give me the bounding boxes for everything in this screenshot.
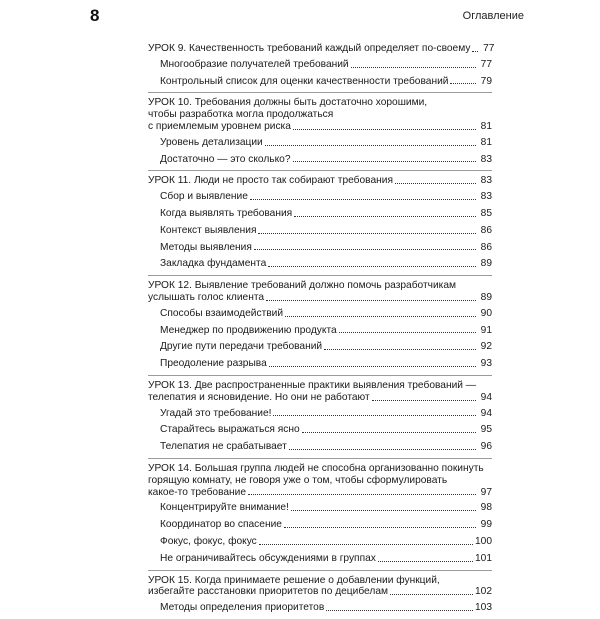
toc-subentry[interactable] xyxy=(148,325,492,337)
subentry-title: Методы определения приоритетов xyxy=(160,602,325,614)
subentry-page-number: 100 xyxy=(475,535,492,547)
lesson-title[interactable] xyxy=(148,175,492,187)
subentry-page-number: 91 xyxy=(480,324,492,336)
subentry-title: Телепатия не срабатывает xyxy=(160,441,287,453)
dot-leader xyxy=(326,610,473,611)
subentry-title: Сбор и выявление xyxy=(160,191,248,203)
lesson-title-line: УРОК 10. Требования должны быть достаточно хорошими, xyxy=(148,97,428,109)
subentry-title: Контекст выявления xyxy=(160,224,257,236)
toc-lesson xyxy=(148,275,492,370)
subentry-page-number: 99 xyxy=(480,519,492,531)
lesson-title-line: чтобы разработка могла продолжаться xyxy=(148,109,334,121)
running-title: Оглавление xyxy=(462,10,524,22)
lesson-page-number: 102 xyxy=(475,586,492,598)
dot-leader xyxy=(248,494,476,495)
toc-subentry[interactable] xyxy=(148,258,492,270)
lesson-title-row xyxy=(148,487,492,499)
lesson-page-number: 97 xyxy=(480,486,492,498)
subentry-title: Закладка фундамента xyxy=(160,258,267,270)
subentry-page-number: 86 xyxy=(480,241,492,253)
dot-leader xyxy=(395,183,476,184)
dot-leader xyxy=(269,366,476,367)
toc-subentry[interactable] xyxy=(148,308,492,320)
dot-leader xyxy=(450,83,476,84)
subentry-title: Концентрируйте внимание! xyxy=(160,502,289,514)
lesson-title-line: избегайте расстановки приоритетов по децибелам xyxy=(148,586,388,598)
lesson-title[interactable] xyxy=(148,43,495,55)
subentry-page-number: 83 xyxy=(480,153,492,165)
dot-leader xyxy=(390,594,473,595)
lesson-title-line: УРОК 12. Выявление требований должно помочь разработчикам xyxy=(148,280,456,292)
subentry-title: Контрольный список для оценки качественности требований xyxy=(160,75,449,87)
subentry-title: Преодоление разрыва xyxy=(160,358,267,370)
subentry-title: Фокус, фокус, фокус xyxy=(160,535,257,547)
lesson-title-line: телепатия и ясновидение. Но они не работают xyxy=(148,391,370,403)
subentry-title: Старайтесь выражаться ясно xyxy=(160,424,300,436)
toc-subentry[interactable] xyxy=(148,519,492,531)
lesson-title[interactable] xyxy=(148,280,492,304)
subentry-title: Когда выявлять требования xyxy=(160,207,293,219)
subentry-page-number: 96 xyxy=(480,441,492,453)
toc-subentry[interactable] xyxy=(148,154,492,166)
subentry-title: Другие пути передачи требований xyxy=(160,341,323,353)
subentry-title: Менеджер по продвижению продукта xyxy=(160,324,337,336)
subentry-title: Многообразие получателей требований xyxy=(160,58,349,70)
toc-lesson xyxy=(148,92,492,165)
toc-subentry[interactable] xyxy=(148,59,492,71)
subentry-page-number: 103 xyxy=(475,602,492,614)
subentry-page-number: 85 xyxy=(480,207,492,219)
lesson-title-line: УРОК 11. Люди не просто так собирают требования xyxy=(148,175,393,187)
toc-lesson xyxy=(148,458,492,565)
dot-leader xyxy=(293,129,476,130)
subentry-title: Уровень детализации xyxy=(160,136,263,148)
subentry-page-number: 79 xyxy=(480,75,492,87)
toc-subentry[interactable] xyxy=(148,502,492,514)
lesson-title-row xyxy=(148,175,492,187)
subentry-page-number: 81 xyxy=(480,136,492,148)
dot-leader xyxy=(268,266,476,267)
dot-leader xyxy=(265,145,476,146)
subentry-page-number: 83 xyxy=(480,191,492,203)
lesson-title-row xyxy=(148,121,492,133)
lesson-page-number: 77 xyxy=(483,43,495,54)
toc-subentry[interactable] xyxy=(148,602,492,614)
subentry-page-number: 77 xyxy=(480,58,492,70)
dot-leader xyxy=(324,349,476,350)
dot-leader xyxy=(291,510,476,511)
subentry-page-number: 89 xyxy=(480,258,492,270)
lesson-title[interactable] xyxy=(148,97,492,132)
subentry-page-number: 101 xyxy=(475,552,492,564)
subentry-page-number: 95 xyxy=(480,424,492,436)
toc-subentry[interactable] xyxy=(148,225,492,237)
toc-subentry[interactable] xyxy=(148,208,492,220)
subentry-title: Не ограничивайтесь обсуждениями в группах xyxy=(160,552,376,564)
dot-leader xyxy=(259,544,473,545)
lesson-title-line: УРОК 15. Когда принимаете решение о добавлении функций, xyxy=(148,574,440,586)
lesson-title-line: горящую комнату, не говоря уже о том, чтобы сформулировать xyxy=(148,474,448,486)
toc-subentry[interactable] xyxy=(148,191,492,203)
toc-subentry[interactable] xyxy=(148,424,492,436)
subentry-title: Достаточно — это сколько? xyxy=(160,153,291,165)
lesson-page-number: 83 xyxy=(480,175,492,187)
dot-leader xyxy=(289,449,476,450)
dot-leader xyxy=(258,233,476,234)
dot-leader xyxy=(273,415,476,416)
subentry-title: Методы выявления xyxy=(160,241,252,253)
lesson-title-line: услышать голос клиента xyxy=(148,291,265,303)
toc-subentry[interactable] xyxy=(148,408,492,420)
toc-subentry[interactable] xyxy=(148,76,492,88)
dot-leader xyxy=(472,51,478,52)
dot-leader xyxy=(339,332,476,333)
dot-leader xyxy=(266,300,476,301)
subentry-page-number: 98 xyxy=(480,502,492,514)
dot-leader xyxy=(284,527,476,528)
lesson-page-number: 81 xyxy=(480,120,492,132)
toc-lesson xyxy=(148,170,492,270)
dot-leader xyxy=(293,161,477,162)
subentry-title: Угадай это требование! xyxy=(160,407,272,419)
lesson-page-number: 89 xyxy=(480,291,492,303)
dot-leader xyxy=(372,400,476,401)
dot-leader xyxy=(294,216,476,217)
toc-lesson xyxy=(148,38,495,87)
toc-subentry[interactable] xyxy=(148,341,492,353)
lesson-title-line: какое-то требование xyxy=(148,486,247,498)
lesson-page-number: 94 xyxy=(480,391,492,403)
subentry-page-number: 90 xyxy=(480,307,492,319)
subentry-title: Координатор во спасение xyxy=(160,519,282,531)
lesson-title[interactable] xyxy=(148,380,492,404)
dot-leader xyxy=(285,316,476,317)
toc-subentry[interactable] xyxy=(148,536,492,548)
lesson-title-line: УРОК 14. Большая группа людей не способна организованно покинуть xyxy=(148,462,484,474)
lesson-title-line: УРОК 9. Качественность требований каждый определяет по-своему xyxy=(148,43,471,54)
toc-subentry[interactable] xyxy=(148,358,492,370)
lesson-title-line: с приемлемым уровнем риска xyxy=(148,120,291,132)
subentry-title: Способы взаимодействий xyxy=(160,307,284,319)
subentry-page-number: 92 xyxy=(480,341,492,353)
toc-lesson xyxy=(148,375,492,453)
lesson-title-row xyxy=(148,392,492,404)
lesson-title-line: УРОК 13. Две распространенные практики выявления требований — xyxy=(148,379,476,391)
lesson-title[interactable] xyxy=(148,463,492,498)
toc-subentry[interactable] xyxy=(148,553,492,565)
lesson-title-row xyxy=(148,586,492,598)
dot-leader xyxy=(351,67,476,68)
lesson-title-row xyxy=(148,292,492,304)
toc-lesson xyxy=(148,570,492,614)
dot-leader xyxy=(302,432,476,433)
dot-leader xyxy=(254,249,476,250)
page-number: 8 xyxy=(90,6,100,25)
toc-subentry[interactable] xyxy=(148,242,492,254)
subentry-page-number: 93 xyxy=(480,358,492,370)
lesson-title[interactable] xyxy=(148,575,492,599)
toc-subentry[interactable] xyxy=(148,441,492,453)
table-of-contents xyxy=(148,38,495,619)
lesson-title-row xyxy=(148,43,495,55)
dot-leader xyxy=(250,199,476,200)
subentry-page-number: 94 xyxy=(480,407,492,419)
dot-leader xyxy=(378,561,473,562)
toc-subentry[interactable] xyxy=(148,137,492,149)
subentry-page-number: 86 xyxy=(480,224,492,236)
